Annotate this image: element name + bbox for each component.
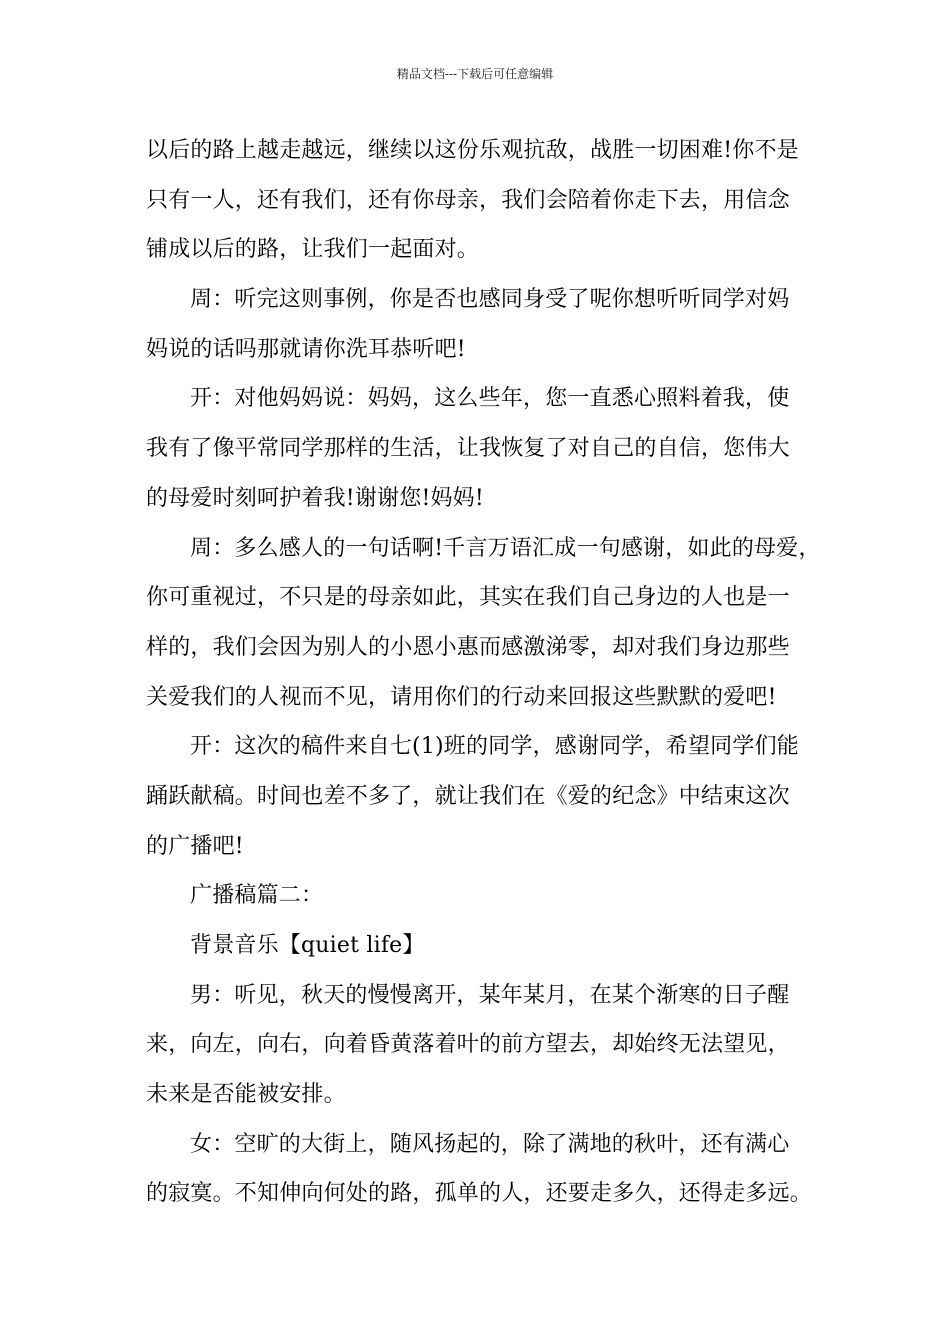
text-line-12: 关爱我们的人视而不见，请用你们的行动来回报这些默默的爱吧! bbox=[146, 684, 777, 710]
text-line-2: 只有一人，还有我们，还有你母亲，我们会陪着你走下去，用信念 bbox=[146, 187, 790, 213]
text-line-7: 我有了像平常同学那样的生活，让我恢复了对自己的自信，您伟大 bbox=[146, 436, 790, 462]
background-music-line: 背景音乐【quiet life】 bbox=[190, 933, 425, 958]
text-line-20: 未来是否能被安排。 bbox=[146, 1082, 346, 1108]
document-body bbox=[146, 126, 821, 1219]
text-line-9: 周：多么感人的一句话啊!千言万语汇成一句感谢，如此的母爱， bbox=[190, 535, 821, 561]
page-header: 精品文档---下载后可任意编辑 bbox=[396, 67, 554, 81]
text-line-8: 的母爱时刻呵护着我!谢谢您!妈妈! bbox=[146, 485, 484, 511]
text-line-13: 开：这次的稿件来自七(1)班的同学，感谢同学，希望同学们能 bbox=[190, 734, 799, 760]
text-line-3: 铺成以后的路，让我们一起面对。 bbox=[146, 237, 480, 263]
text-line-6: 开：对他妈妈说：妈妈，这么些年，您一直悉心照料着我，使 bbox=[190, 386, 790, 412]
text-line-14: 踊跃献稿。时间也差不多了，就让我们在《爱的纪念》中结束这次 bbox=[146, 783, 790, 809]
text-line-18: 男：听见，秋天的慢慢离开，某年某月，在某个渐寒的日子醒 bbox=[190, 982, 790, 1008]
text-line-1: 以后的路上越走越远，继续以这份乐观抗敌，战胜一切困难!你不是 bbox=[146, 138, 799, 163]
section-heading: 广播稿篇二： bbox=[190, 883, 324, 909]
text-line-5: 妈说的话吗那就请你洗耳恭听吧! bbox=[146, 336, 466, 362]
text-line-4: 周：听完这则事例，你是否也感同身受了呢你想听听同学对妈 bbox=[190, 287, 790, 313]
text-line-19: 来，向左，向右，向着昏黄落着叶的前方望去，却始终无法望见， bbox=[146, 1032, 790, 1058]
text-line-21: 女：空旷的大街上，随风扬起的，除了满地的秋叶，还有满心 bbox=[190, 1131, 790, 1157]
text-line-10: 你可重视过，不只是的母亲如此，其实在我们自己身边的人也是一 bbox=[146, 585, 790, 611]
text-line-11: 样的，我们会因为别人的小恩小惠而感激涕零，却对我们身边那些 bbox=[146, 634, 790, 660]
text-line-22: 的寂寞。不知伸向何处的路，孤单的人，还要走多久，还得走多远。 bbox=[146, 1181, 813, 1207]
text-line-15: 的广播吧! bbox=[146, 833, 244, 859]
